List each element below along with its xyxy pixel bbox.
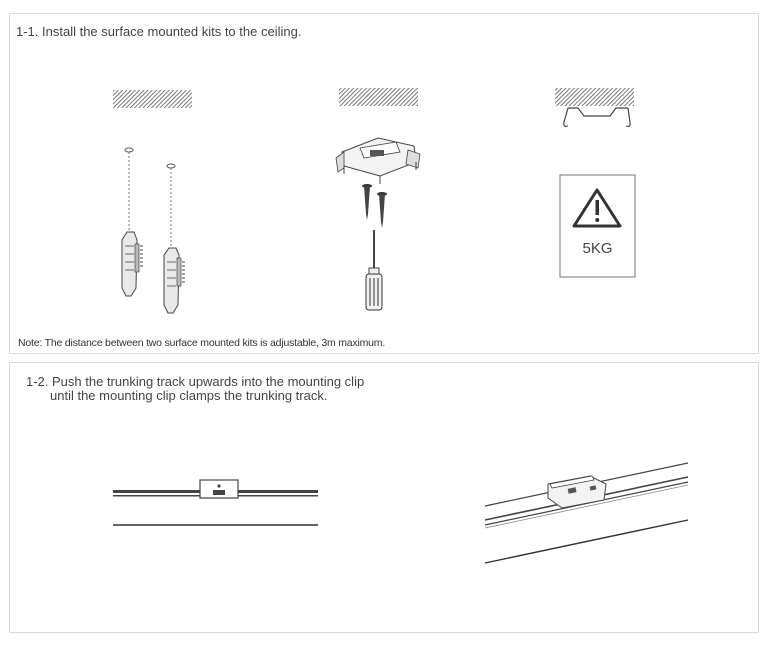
step-1-title: 1-1. Install the surface mounted kits to the ceiling.: [16, 24, 302, 39]
screwdriver: [366, 230, 382, 310]
ceiling-hatch-2: [339, 88, 418, 106]
ceiling-hatch-3: [555, 88, 634, 106]
screw-2: [377, 192, 387, 228]
warning-sign: [560, 175, 635, 277]
installed-bracket: [564, 108, 630, 127]
wall-anchor-2: [164, 248, 185, 313]
step-2-title-line-2: until the mounting clip clamps the trunking track.: [50, 388, 328, 403]
mounting-bracket: [336, 138, 420, 184]
warning-weight-label: 5KG: [582, 240, 613, 257]
screw-1: [362, 184, 372, 220]
track-front-view: [113, 480, 318, 525]
wall-anchor-1: [122, 232, 143, 296]
track-perspective-view: [485, 463, 688, 563]
step-2-title-line-1: 1-2. Push the trunking track upwards into the mounting clip: [26, 374, 365, 389]
ceiling-hatch-1: [113, 90, 192, 108]
step-1-note: Note: The distance between two surface mounted kits is adjustable, 3m maximum.: [18, 337, 386, 349]
wall-anchor-group: [122, 148, 185, 313]
